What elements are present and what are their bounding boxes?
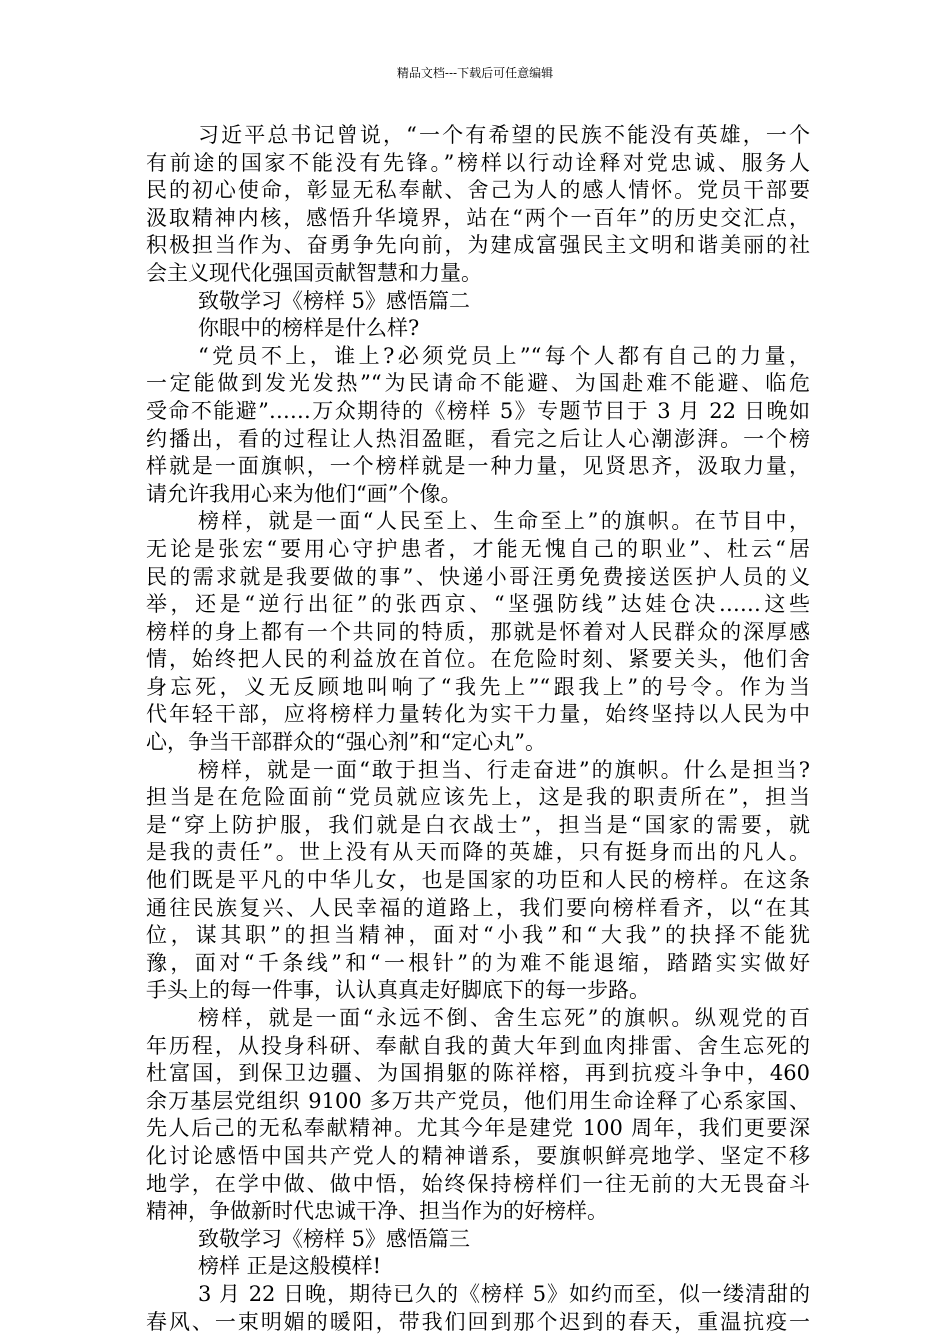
text-line: 地学，在学中做、做中悟，始终保持榜样们一往无前的大无畏奋斗 <box>146 1171 810 1196</box>
text-line: 积极担当作为、奋勇争先向前，为建成富强民主文明和谐美丽的社 <box>146 233 810 258</box>
text-line: 手头上的每一件事，认认真真走好脚底下的每一步路。 <box>146 978 650 1003</box>
text-line: 样就是一面旗帜，一个榜样就是一种力量，见贤思齐，汲取力量， <box>146 454 810 479</box>
text-line: 3 月 22 日晚，期待已久的《榜样 5》如约而至，似一缕清甜的 <box>198 1281 810 1306</box>
text-line: 无论是张宏“要用心守护患者，才能无愧自己的职业”、杜云“居 <box>146 536 810 561</box>
text-line: 一定能做到发光发热”“为民请命不能避、为国赴难不能避、临危 <box>146 371 810 396</box>
text-line: 约播出，看的过程让人热泪盈眶，看完之后让人心潮澎湃。一个榜 <box>146 426 810 451</box>
text-line: 榜样的身上都有一个共同的特质，那就是怀着对人民群众的深厚感 <box>146 619 810 644</box>
text-line: “党员不上，谁上?必须党员上”“每个人都有自己的力量， <box>198 343 810 368</box>
text-line: 豫，面对“千条线”和“一根针”的为难不能退缩，踏踏实实做好 <box>146 950 810 975</box>
text-line: 会主义现代化强国贡献智慧和力量。 <box>146 260 482 285</box>
text-line: 通往民族复兴、人民幸福的道路上，我们要向榜样看齐，以“在其 <box>146 895 810 920</box>
text-line: 年历程，从投身科研、奉献自我的黄大年到血肉排雷、舍生忘死的 <box>146 1033 810 1058</box>
text-line: 杜富国，到保卫边疆、为国捐躯的陈祥榕，再到抗疫斗争中，460 <box>146 1061 810 1086</box>
text-line: 榜样 正是这般模样! <box>198 1254 382 1279</box>
text-line: 身忘死，义无反顾地叫响了“我先上”“跟我上”的号令。作为当 <box>146 674 810 699</box>
text-line: 习近平总书记曾说，“一个有希望的民族不能没有英雄，一个 <box>198 123 810 147</box>
text-line: 举，还是“逆行出征”的张西京、“坚强防线”达娃仓决……这些 <box>146 592 810 617</box>
text-line: 情，始终把人民的利益放在首位。在危险时刻、紧要关头，他们舍 <box>146 647 810 672</box>
text-line: 你眼中的榜样是什么样? <box>198 316 420 341</box>
text-line: 榜样，就是一面“敢于担当、行走奋进”的旗帜。什么是担当? <box>198 757 810 782</box>
text-line: 致敬学习《榜样 5》感悟篇三 <box>198 1226 471 1251</box>
text-line: 是我的责任”。世上没有从天而降的英雄，只有挺身而出的凡人。 <box>146 840 810 865</box>
text-line: 汲取精神内核，感悟升华境界，站在“两个一百年”的历史交汇点， <box>146 205 810 230</box>
text-line: 心，争当干部群众的“强心剂”和“定心丸”。 <box>146 730 546 755</box>
text-line: 是“穿上防护服，我们就是白衣战士”，担当是“国家的需要，就 <box>146 812 810 837</box>
text-line: 担当是在危险面前“党员就应该先上，这是我的职责所在”，担当 <box>146 785 810 810</box>
text-line: 民的需求就是我要做的事”、快递小哥汪勇免费接送医护人员的义 <box>146 564 810 589</box>
text-line: 他们既是平凡的中华儿女，也是国家的功臣和人民的榜样。在这条 <box>146 868 810 893</box>
text-line: 余万基层党组织 9100 多万共产党员，他们用生命诠释了心系家国、 <box>146 1088 810 1113</box>
text-line: 榜样，就是一面“人民至上、生命至上”的旗帜。在节目中， <box>198 509 810 534</box>
page-header: 精品文档---下载后可任意编辑 <box>396 66 554 80</box>
text-line: 先人后己的无私奉献精神。尤其今年是建党 100 周年，我们更要深 <box>146 1116 810 1141</box>
text-line: 化讨论感悟中国共产党人的精神谱系，要旗帜鲜亮地学、坚定不移 <box>146 1143 810 1168</box>
text-line: 位，谋其职”的担当精神，面对“小我”和“大我”的抉择不能犹 <box>146 923 810 948</box>
text-line: 精神，争做新时代忠诚干净、担当作为的好榜样。 <box>146 1199 608 1224</box>
text-line: 有前途的国家不能没有先锋。”榜样以行动诠释对党忠诚、服务人 <box>146 150 810 175</box>
document-body <box>146 122 810 1336</box>
text-line: 致敬学习《榜样 5》感悟篇二 <box>198 288 471 313</box>
text-line: 春风、一束明媚的暖阳，带我们回到那个迟到的春天，重温抗疫一 <box>146 1309 810 1334</box>
text-line: 民的初心使命，彰显无私奉献、舍己为人的感人情怀。党员干部要 <box>146 178 810 203</box>
text-line: 代年轻干部，应将榜样力量转化为实干力量，始终坚持以人民为中 <box>146 702 810 727</box>
text-line: 受命不能避”……万众期待的《榜样 5》专题节目于 3 月 22 日晚如 <box>146 398 810 423</box>
text-line: 请允许我用心来为他们“画”个像。 <box>146 481 462 506</box>
text-line: 榜样，就是一面“永远不倒、舍生忘死”的旗帜。纵观党的百 <box>198 1006 810 1030</box>
